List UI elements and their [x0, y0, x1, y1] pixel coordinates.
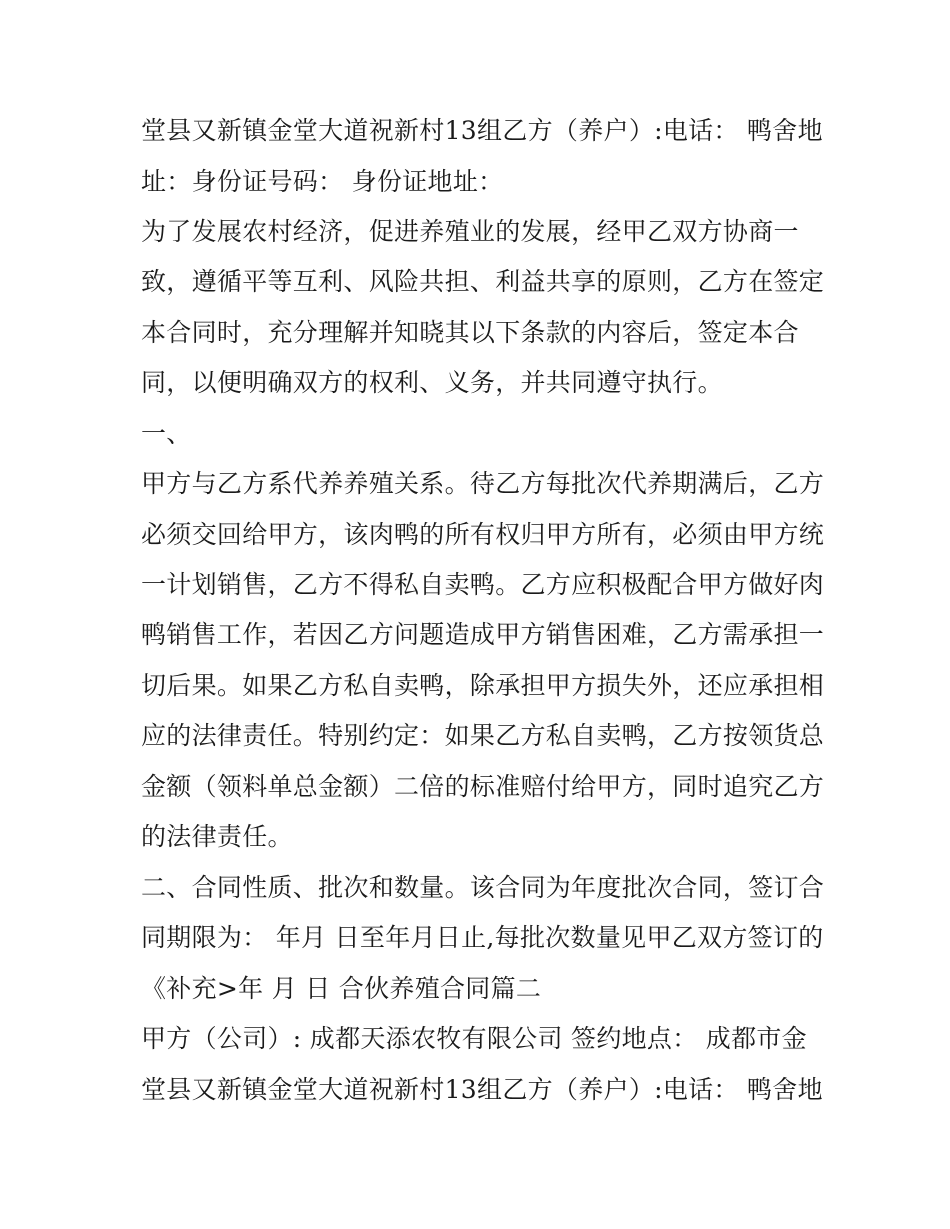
- text-line: 必须交回给甲方，该肉鸭的所有权归甲方所有，必须由甲方统: [141, 520, 825, 549]
- text-line: 致，遵循平等互利、风险共担、利益共享的原则，乙方在签定: [141, 267, 825, 296]
- text-line: 堂县又新镇金堂大道祝新村13组乙方（养户）:电话： 鸭舍地: [141, 1075, 823, 1104]
- text-line: 为了发展农村经济，促进养殖业的发展，经甲乙双方协商一: [141, 217, 799, 246]
- text-line: 的法律责任。: [141, 822, 293, 851]
- text-line: 甲方与乙方系代养养殖关系。待乙方每批次代养期满后，乙方: [141, 469, 825, 498]
- text-line: 本合同时，充分理解并知晓其以下条款的内容后，签定本合: [141, 318, 799, 347]
- text-line: 同，以便明确双方的权利、义务，并共同遵守执行。: [141, 368, 723, 397]
- text-line: 切后果。如果乙方私自卖鸭，除承担甲方损失外，还应承担相: [141, 671, 825, 700]
- text-line: 同期限为： 年月 日至年月日止,每批次数量见甲乙双方签订的: [141, 923, 824, 952]
- text-line: 一计划销售，乙方不得私自卖鸭。乙方应积极配合甲方做好肉: [141, 570, 825, 599]
- text-line: 应的法律责任。特别约定：如果乙方私自卖鸭，乙方按领货总: [141, 721, 825, 750]
- text-line: 《补充>年 月 日 合伙养殖合同篇二: [141, 974, 542, 1003]
- text-line: 二、合同性质、批次和数量。该合同为年度批次合同，签订合: [141, 873, 825, 902]
- section-heading: 一、: [141, 419, 192, 448]
- text-line: 堂县又新镇金堂大道祝新村13组乙方（养户）:电话： 鸭舍地: [141, 116, 823, 145]
- text-line: 金额（领料单总金额）二倍的标准赔付给甲方，同时追究乙方: [141, 772, 825, 801]
- text-line: 甲方（公司）: 成都天添农牧有限公司 签约地点： 成都市金: [141, 1024, 807, 1053]
- text-line: 址：身份证号码： 身份证地址：: [141, 167, 504, 196]
- text-line: 鸭销售工作，若因乙方问题造成甲方销售困难，乙方需承担一: [141, 620, 825, 649]
